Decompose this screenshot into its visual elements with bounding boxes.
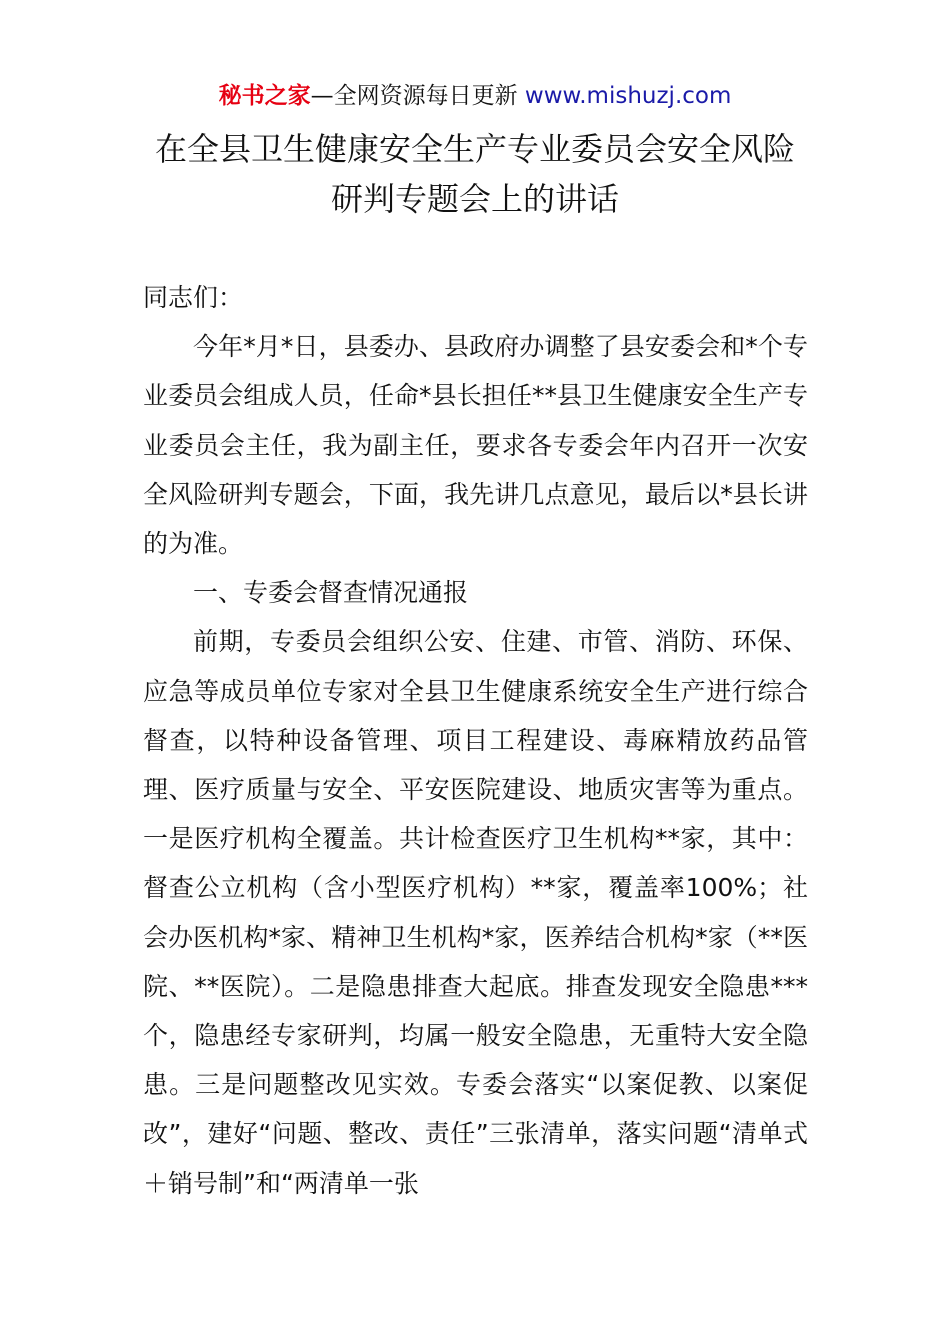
brand-name: 秘书之家 bbox=[218, 83, 311, 109]
paragraph-intro: 今年*月*日，县委办、县政府办调整了县安委会和*个专业委员会组成人员，任命*县长担任**县卫生健康安全生产专业委员会主任，我为副主任，要求各专委会年内召开一次安全风险研判专题会，下面，我先讲几点意见，最后以*县长讲的为准。 bbox=[143, 332, 808, 559]
site-header bbox=[0, 80, 950, 112]
document-body bbox=[143, 273, 808, 1208]
title-line-2: 研判专题会上的讲话 bbox=[330, 180, 619, 218]
site-url-link[interactable]: www.mishuzj.com bbox=[524, 83, 732, 109]
salutation: 同志们： bbox=[143, 283, 244, 312]
paragraph-inspection-report: 前期，专委员会组织公安、住建、市管、消防、环保、应急等成员单位专家对全县卫生健康系统安全生产进行综合督查，以特种设备管理、项目工程建设、毒麻精放药品管理、医疗质量与安全、平安医院建设、地质灾害等为重点。一是医疗机构全覆盖。共计检查医疗卫生机构**家，其中：督查公立机构（含小型医疗机构）**家，覆盖率100%；社会办医机构*家、精神卫生机构*家，医养结合机构*家（**医院、**医院）。二是隐患排查大起底。排查发现安全隐患***个，隐患经专家研判，均属一般安全隐患，无重特大安全隐患。三是问题整改见实效。专委会落实“以案促教、以案促改”，建好“问题、整改、责任”三张清单，落实问题“清单式＋销号制”和“两清单一张 bbox=[143, 627, 808, 1198]
header-tagline: —全网资源每日更新 bbox=[310, 83, 525, 109]
title-line-1: 在全县卫生健康安全生产专业委员会安全风险 bbox=[154, 130, 795, 168]
section-heading-1: 一、专委会督查情况通报 bbox=[193, 578, 469, 608]
document-title bbox=[0, 124, 950, 224]
